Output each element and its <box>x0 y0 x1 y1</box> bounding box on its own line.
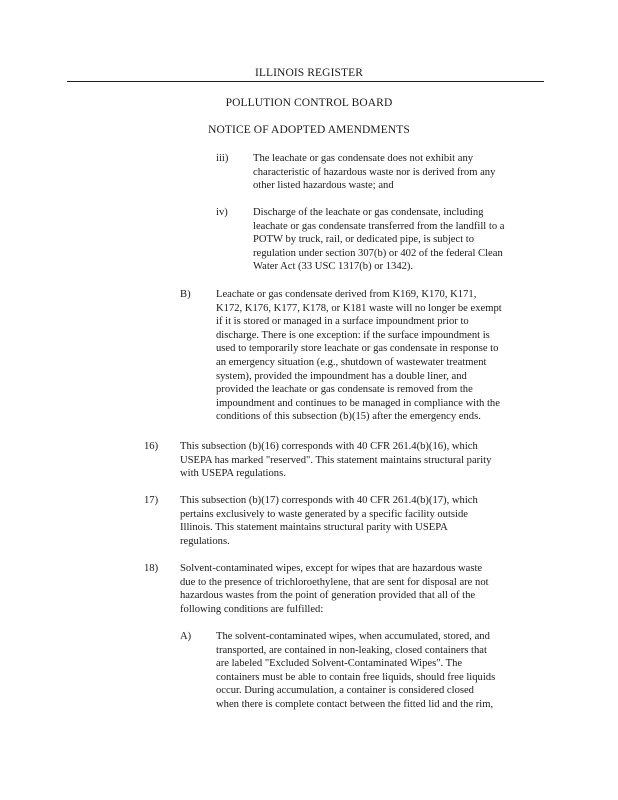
text-line: K172, K176, K177, K178, or K181 waste will no longer be exempt <box>216 302 502 314</box>
text-line: This subsection (b)(17) corresponds with 40 CFR 261.4(b)(17), which <box>180 495 478 506</box>
subsection-16-label: 16) <box>144 441 159 452</box>
subsection-17-label: 17) <box>144 495 159 506</box>
item-B-text <box>216 288 502 424</box>
item-iv-label: iv) <box>216 207 228 218</box>
text-line: impoundment and continues to be managed in compliance with the <box>216 397 500 409</box>
item-iii-text <box>253 152 495 193</box>
text-line: are labeled "Excluded Solvent-Contaminated Wipes". The <box>216 658 463 670</box>
text-line: transported, are contained in non-leaking, closed containers that <box>216 644 487 656</box>
text-line: pertains exclusively to waste generated by a specific facility outside <box>180 508 468 520</box>
text-line: an emergency situation (e.g., shutdown of wastewater treatment <box>216 356 487 368</box>
text-line: other listed hazardous waste; and <box>253 180 394 192</box>
register-title: ILLINOIS REGISTER <box>254 67 364 79</box>
item-A-text <box>216 630 495 712</box>
text-line: due to the presence of trichloroethylene, that are sent for disposal are not <box>180 576 489 588</box>
header-rule <box>67 81 544 82</box>
board-title: POLLUTION CONTROL BOARD <box>225 97 393 109</box>
text-line: USEPA has marked "reserved". This statement maintains structural parity <box>180 454 492 466</box>
text-line: system), provided the impoundment has a double liner, and <box>216 370 467 382</box>
text-line: The solvent-contaminated wipes, when accumulated, stored, and <box>216 631 490 642</box>
subsection-17-text <box>180 494 478 548</box>
notice-title: NOTICE OF ADOPTED AMENDMENTS <box>208 124 410 136</box>
text-line: regulation under section 307(b) or 402 of the federal Clean <box>253 247 503 259</box>
text-line: discharge. There is one exception: if the surface impoundment is <box>216 329 490 341</box>
text-line: POTW by truck, rail, or dedicated pipe, is subject to <box>253 234 475 246</box>
item-A-label: A) <box>180 631 192 642</box>
item-iii-label: iii) <box>216 153 229 164</box>
text-line: Discharge of the leachate or gas condensate, including <box>253 207 484 218</box>
text-line: This subsection (b)(16) corresponds with 40 CFR 261.4(b)(16), which <box>180 441 478 452</box>
text-line: Solvent-contaminated wipes, except for wipes that are hazardous waste <box>180 563 483 574</box>
text-line: if it is stored or managed in a surface impoundment prior to <box>216 316 469 328</box>
text-line: Illinois. This statement maintains structural parity with USEPA <box>180 522 448 534</box>
text-line: Leachate or gas condensate derived from K169, K170, K171, <box>216 289 477 300</box>
item-iv-text <box>253 206 505 274</box>
subsection-18-text <box>180 562 489 616</box>
text-line: following conditions are fulfilled: <box>180 603 324 615</box>
text-line: occur. During accumulation, a container is considered closed <box>216 685 474 697</box>
text-line: The leachate or gas condensate does not exhibit any <box>253 153 474 164</box>
text-line: used to temporarily store leachate or gas condensate in response to <box>216 343 499 355</box>
text-line: containers must be able to contain free liquids, should free liquids <box>216 671 496 683</box>
text-line: regulations. <box>180 535 230 547</box>
text-line: characteristic of hazardous waste nor is derived from any <box>253 166 496 178</box>
text-line: provided the leachate or gas condensate is removed from the <box>216 384 473 396</box>
subsection-16-text <box>180 440 491 481</box>
subsection-18-label: 18) <box>144 563 159 574</box>
text-line: hazardous wastes from the point of generation provided that all of the <box>180 590 476 602</box>
text-line: Water Act (33 USC 1317(b) or 1342). <box>253 261 414 273</box>
text-line: when there is complete contact between the fitted lid and the rim, <box>216 698 494 710</box>
item-B-label: B) <box>180 289 191 300</box>
text-line: with USEPA regulations. <box>180 468 286 480</box>
text-line: leachate or gas condensate transferred from the landfill to a <box>253 220 505 232</box>
text-line: conditions of this subsection (b)(15) after the emergency ends. <box>216 411 481 423</box>
